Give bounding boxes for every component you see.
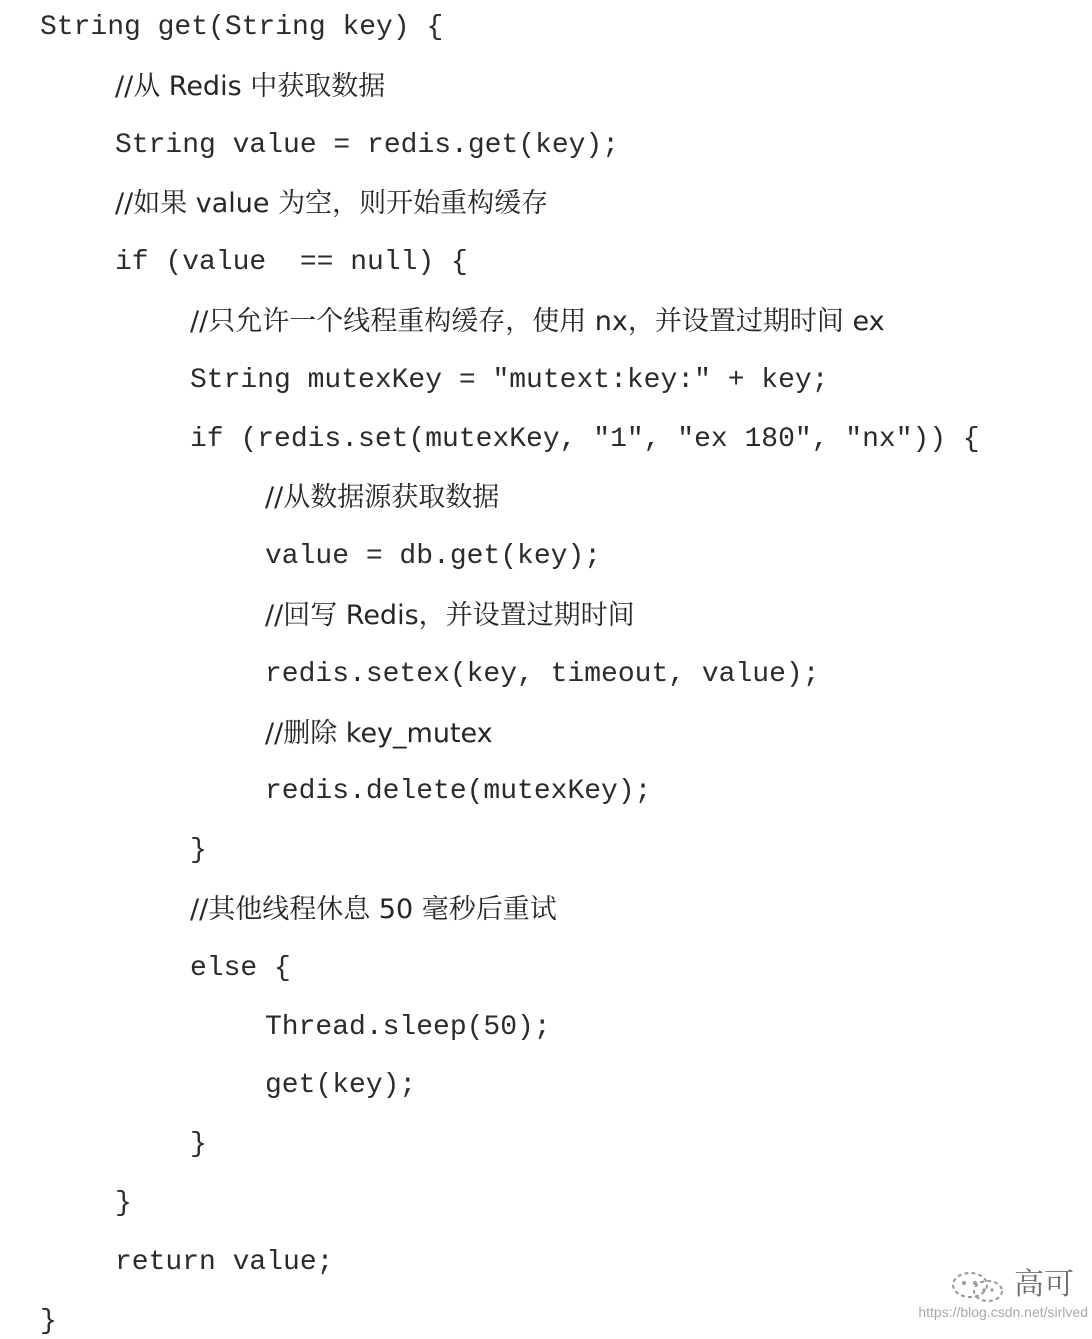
code-comment-line: //只允许一个线程重构缓存，使用 nx，并设置过期时间 ex [190,306,885,337]
code-line: Thread.sleep(50); [265,1012,551,1043]
code-line: if (redis.set(mutexKey, "1", "ex 180", "nx")) { [190,424,980,455]
watermark-brand: 高可 [1014,1267,1074,1302]
code-line: return value; [115,1247,334,1278]
watermark [918,1267,1088,1320]
wechat-logo-icon [950,1270,1010,1304]
code-comment-line: //如果 value 为空，则开始重构缓存 [115,188,549,219]
code-line: String get(String key) { [40,12,444,43]
code-line: } [40,1306,57,1337]
code-comment-line: //从 Redis 中获取数据 [115,71,386,102]
code-line: value = db.get(key); [265,541,602,572]
watermark-url: https://blog.csdn.net/sirlved [918,1304,1088,1320]
code-line: String value = redis.get(key); [115,130,620,161]
code-comment-line: //从数据源获取数据 [265,482,500,513]
code-line: } [190,1129,207,1160]
code-comment-line: //其他线程休息 50 毫秒后重试 [190,894,557,925]
code-line: } [190,835,207,866]
code-line: String mutexKey = "mutext:key:" + key; [190,365,829,396]
code-line: redis.delete(mutexKey); [265,776,652,807]
code-line: } [115,1188,132,1219]
code-line: get(key); [265,1070,417,1101]
code-line: else { [190,953,291,984]
code-line: redis.setex(key, timeout, value); [265,659,820,690]
code-line: if (value == null) { [115,247,468,278]
code-comment-line: //删除 key_mutex [265,718,493,749]
code-comment-line: //回写 Redis，并设置过期时间 [265,600,635,631]
